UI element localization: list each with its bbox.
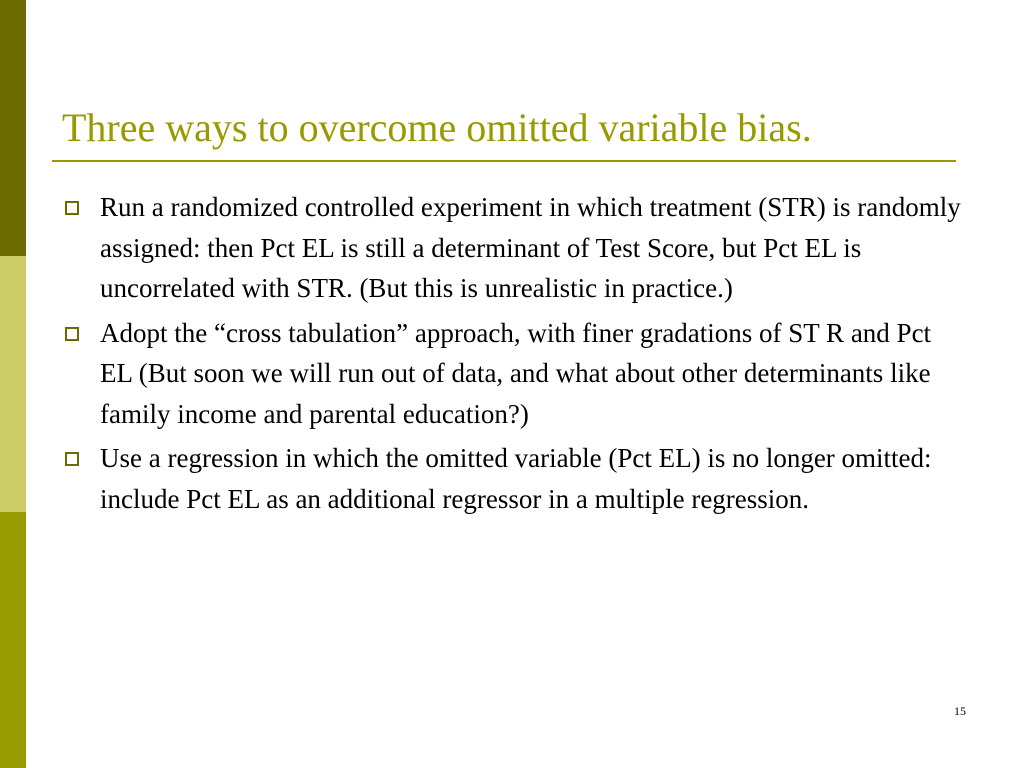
bullet-text: Use a regression in which the omitted variable (Pct EL) is no longer omitted: include Pct EL as an additional regressor in a multiple regression. bbox=[100, 443, 932, 514]
bullet-list bbox=[62, 187, 962, 523]
side-band-top bbox=[0, 0, 26, 256]
bullet-item-3 bbox=[62, 438, 962, 519]
bullet-item-2 bbox=[62, 313, 962, 435]
title-underline bbox=[52, 160, 956, 162]
slide-title: Three ways to overcome omitted variable bias. bbox=[62, 105, 812, 150]
hollow-square-bullet-icon bbox=[65, 201, 79, 215]
hollow-square-bullet-icon bbox=[65, 452, 79, 466]
page-number: 15 bbox=[954, 704, 966, 718]
side-band-middle bbox=[0, 256, 26, 512]
bullet-text: Run a randomized controlled experiment in which treatment (STR) is randomly assigned: then Pct EL is still a determinant of Test Score, but Pct EL is uncorrelated with STR. (But this is unrealistic in practice.) bbox=[100, 192, 961, 303]
hollow-square-bullet-icon bbox=[65, 327, 79, 341]
side-band-bottom bbox=[0, 512, 26, 768]
bullet-item-1 bbox=[62, 187, 962, 309]
bullet-text: Adopt the “cross tabulation” approach, with finer gradations of ST R and Pct EL (But soon we will run out of data, and what about other determinants like family income and parental education?) bbox=[100, 317, 932, 429]
